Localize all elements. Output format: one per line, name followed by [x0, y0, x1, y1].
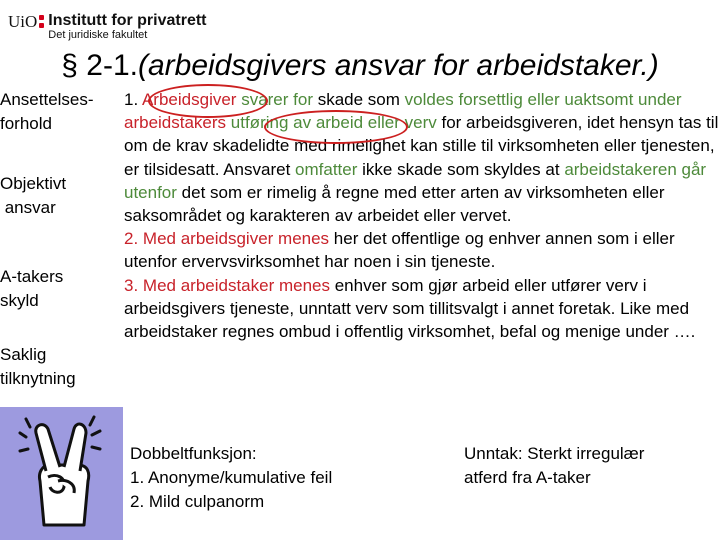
uio-colon-mark [39, 15, 45, 31]
text-segment: skade som [313, 90, 405, 109]
institute-name: Institutt for privatrett [48, 12, 207, 29]
uio-logo [8, 12, 207, 42]
text-segment: her det offentlige og enhver annen som i eller utenfor ervervsvirksomhet har noen i sin tjeneste. [124, 229, 675, 272]
paragraph-2 [124, 227, 720, 273]
sidebar-item-line1: Ansettelses- [0, 90, 94, 109]
sidebar-item-line2: forhold [0, 114, 52, 133]
sidebar-item-line2: skyld [0, 291, 39, 310]
sidebar-item-line2: ansvar [0, 198, 56, 217]
title-section: § 2-1. [61, 49, 138, 82]
para-number: 2. [124, 229, 143, 249]
text-segment: det som er rimelig å regne med etter arten av virksomheten eller saksområdet og karakteren av arbeidet eller vervet. [124, 182, 665, 226]
text-segment: enhver som gjør arbeid eller utfører verv i arbeidsgivers tjeneste, unntatt verv som tillitsvalgt i annet foretak. Like med arbeidstaker regnes ombud i offentlig virksomhet, befal og menige under …. [124, 275, 696, 342]
faculty-name: Det juridiske fakultet [48, 29, 148, 41]
text-segment: utføring av arbeid eller verv [230, 113, 437, 133]
note-line: 2. Mild culpanorm [130, 492, 265, 511]
note-unntak [464, 442, 644, 490]
note-line: Dobbeltfunksjon: [130, 444, 257, 463]
sidebar-item-line1: Saklig [0, 345, 47, 364]
text-segment: arbeidstakeren går utenfor [124, 159, 707, 202]
highlight-ellipse-arbeidstakers [264, 110, 408, 144]
paragraph-3 [124, 274, 720, 344]
text-segment: svarer for [236, 90, 313, 109]
text-segment: voldes forsettlig eller uaktsomt under [404, 90, 682, 109]
sidebar-item-objektivt-ansvar [0, 172, 66, 220]
slide-title [0, 49, 720, 83]
para-number: 3. [124, 275, 143, 295]
sidebar-item-ansettelsesforhold [0, 88, 94, 136]
note-dobbeltfunksjon [130, 442, 332, 514]
sidebar-item-line2: tilknytning [0, 369, 76, 388]
highlight-ellipse-arbeidsgiver [148, 84, 268, 118]
para-number: 1. [124, 90, 142, 109]
title-subject: (arbeidsgivers ansvar for arbeidstaker.) [137, 49, 659, 82]
term-definition: Med arbeidstaker menes [142, 275, 330, 295]
note-line: Unntak: Sterkt irregulær [464, 444, 645, 463]
term-arbeidsgiver: Arbeidsgiver [141, 90, 237, 109]
sidebar-item-saklig-tilknytning [0, 343, 76, 391]
org-name [48, 12, 206, 42]
uio-wordmark: UiO [8, 12, 38, 31]
victory-hand-icon [0, 407, 123, 540]
sidebar-item-a-takers-skyld [0, 265, 63, 313]
term-arbeidstakers: arbeidstakers [124, 113, 231, 133]
text-segment: ikke skade som skyldes at [357, 159, 565, 179]
note-line: atferd fra A-taker [464, 468, 591, 487]
law-text [124, 88, 720, 343]
sidebar-item-line1: A-takers [0, 267, 64, 286]
text-segment: for arbeidsgiveren, idet hensyn tas til om de krav skadelidte med rimelighet kan stille til virksomheten eller tjenesten, er tilsidesatt. Ansvaret [124, 113, 719, 179]
note-line: 1. Anonyme/kumulative feil [130, 468, 333, 487]
sidebar-item-line1: Objektivt [0, 174, 67, 193]
term-definition: Med arbeidsgiver menes [142, 229, 330, 249]
text-segment: omfatter [295, 159, 358, 179]
